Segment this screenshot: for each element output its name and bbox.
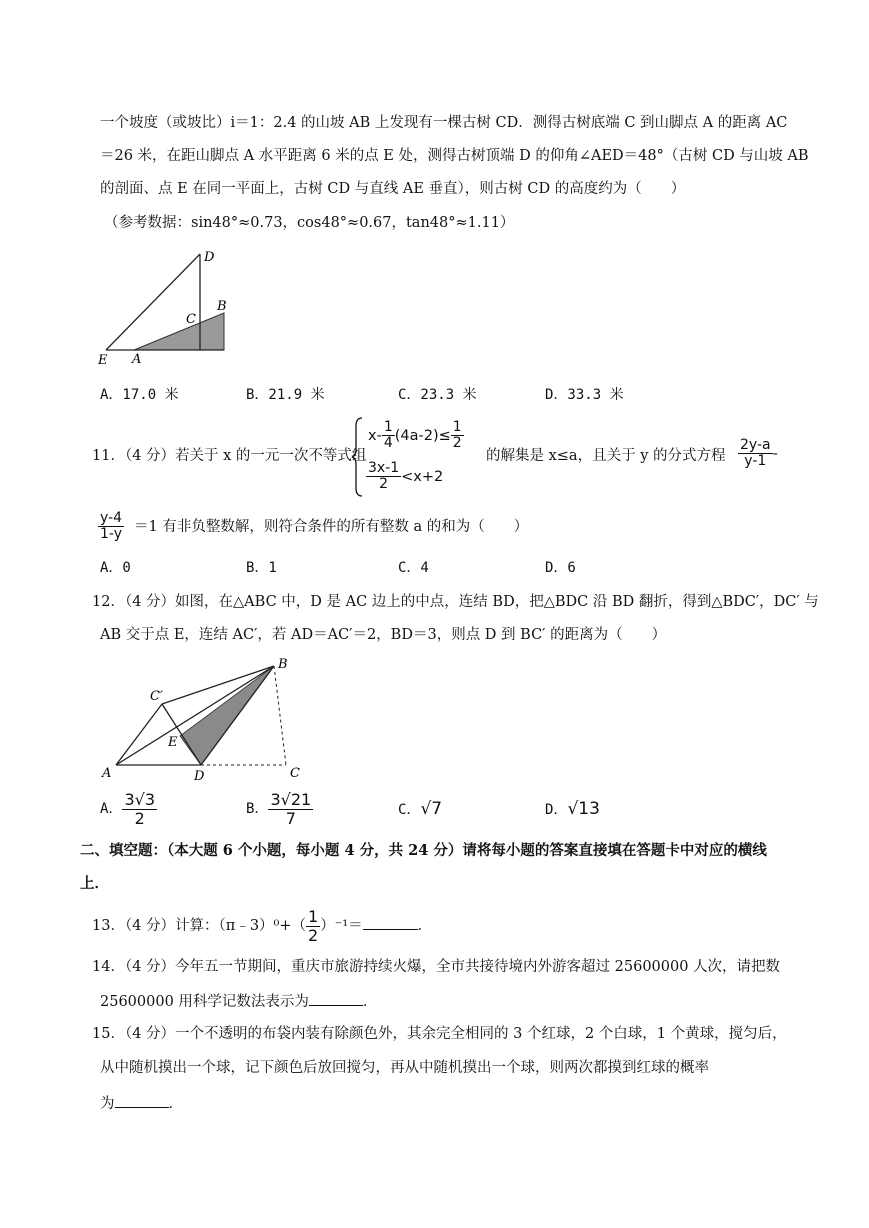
q13-suffix: ）⁻¹＝ [320,918,363,935]
q11-ineq1-frac [382,420,395,452]
q12-option-d-value: √13 [567,799,600,819]
q11-option-a: A．0 [100,560,131,576]
q11-middle-text: 的解集是 x≤a，且关于 y 的分式方程 [486,448,726,464]
q12-option-a-num: 3√3 [124,790,155,809]
q10-text-line-3: 的剖面、点 E 在同一平面上，古树 CD 与直线 AE 垂直），则古树 CD 的高度约为（ ） [100,181,686,197]
q12-triangle-figure [96,654,316,784]
q15-end: ． [168,1096,183,1112]
q12-text-line-1: 12．（4 分）如图，在△ABC 中，D 是 AC 边上的中点，连结 BD，把△BDC 沿 BD 翻折，得到△BDC′，DC′ 与 [92,594,819,610]
label-E: E [98,353,108,368]
q11-ineq1-lhs: x- [368,427,382,444]
q12-option-a [100,791,157,827]
label-B: B [217,299,227,314]
q12-text-line-2: AB 交于点 E，连结 AC′，若 AD＝AC′＝2，BD＝3，则点 D 到 BC′ 的距离为（ ） [100,627,667,643]
q10-text-line-1: 一个坡度（或坡比）i＝1：2.4 的山坡 AB 上发现有一棵古树 CD．测得古树底端 C 到山脚点 A 的距离 AC [100,115,788,131]
q11-ineq1-rhs [451,420,464,452]
q12-option-a-frac [122,791,157,827]
q11-eq-frac2-den: 1-y [100,526,122,543]
segment-BC-dashed [274,666,286,765]
q11-system-brace [350,416,364,498]
q10-slope-figure [96,246,246,370]
label-B: B [278,657,288,672]
q13-line [92,908,432,944]
q15-line-3 [100,1095,183,1112]
q15-answer-blank[interactable] [115,1095,169,1108]
label-D: D [194,769,205,784]
q11-ineq1-rhs-den: 2 [452,435,462,452]
q14-text-line-2: 25600000 用科学记数法表示为 [100,994,309,1010]
label-D: D [204,250,215,265]
slope-triangle [134,313,224,350]
q11-eq-frac2 [98,511,124,543]
q11-option-d: D．6 [545,560,576,576]
q11-ineq1-frac-den: 4 [383,435,393,452]
q11-option-c: C．4 [398,560,429,576]
q11-eq-frac2-num: y-4 [100,510,122,526]
q11-suffix: ＝1 有非负整数解，则符合条件的所有整数 a 的和为（ ） [134,519,529,535]
q12-option-b-num: 3√21 [270,790,312,809]
segment-AC1 [116,704,162,765]
q12-option-b-den: 7 [285,808,296,828]
label-C: C [186,312,196,327]
q11-ineq1-frac-num: 1 [383,419,393,435]
q12-option-c-value: √7 [420,799,443,819]
q14-end: ． [362,994,378,1010]
label-A: A [132,352,142,367]
q11-ineq1-rhs-num: 1 [452,419,462,435]
q13-frac-den: 2 [308,925,319,945]
q11-ineq2-rhs: <x+2 [401,468,444,485]
q10-option-b: B．21.9 米 [246,387,325,403]
label-E: E [168,735,178,750]
q13-fraction [306,908,320,944]
q11-inequality-1 [368,420,464,452]
q15-text-line-3: 为 [100,1096,115,1112]
q12-option-c [398,801,442,818]
q10-reference-data: （参考数据：sin48°≈0.73，cos48°≈0.67，tan48°≈1.11） [104,215,515,231]
label-C-prime: C′ [150,689,163,704]
q10-option-d: D．33.3 米 [545,387,624,403]
q10-option-a: A．17.0 米 [100,387,179,403]
q13-answer-blank[interactable] [363,917,418,930]
label-A: A [102,766,112,781]
q10-text-line-2: ＝26 米，在距山脚点 A 水平距离 6 米的点 E 处，测得古树顶端 D 的仰角∠AED＝48°（古树 CD 与山坡 AB [100,148,809,164]
q12-option-a-label: A． [100,801,123,818]
q11-option-b: B．1 [246,560,277,576]
q12-option-b-frac [268,791,313,827]
q12-option-d [545,801,600,818]
q11-ineq2-frac-num: 3x-1 [368,460,400,476]
q13-end: ． [417,918,433,935]
q14-text-line-1: 14．（4 分）今年五一节期间，重庆市旅游持续火爆，全市共接待境内外游客超过 25600000 人次，请把数 [92,959,781,975]
q11-eq-frac1 [738,438,773,470]
q12-option-c-label: C． [398,802,421,818]
q15-text-line-1: 15．（4 分）一个不透明的布袋内装有除颜色外，其余完全相同的 3 个红球，2 个白球，1 个黄球，搅匀后， [92,1026,787,1042]
q11-prefix: 11．（4 分）若关于 x 的一元一次不等式组 [92,448,367,464]
q11-inequality-2 [366,461,443,493]
q13-prefix: 13．（4 分）计算：（π﹣3）⁰+（ [92,918,307,935]
q11-equation-frac-1 [738,438,778,470]
q11-equation-frac-2 [98,511,124,543]
q11-ineq2-frac-den: 2 [379,476,389,493]
q11-ineq2-frac [366,461,401,493]
q12-option-b [246,791,313,827]
label-C: C [290,766,300,781]
section-2-heading-line-1: 二、填空题：（本大题 6 个小题，每小题 4 分，共 24 分）请将每小题的答案直接填在答题卡中对应的横线 [80,842,767,859]
q11-eq-frac1-num: 2y-a [740,437,771,453]
q10-option-c: C．23.3 米 [398,387,477,403]
q12-option-b-label: B． [246,801,269,818]
section-2-heading-line-2: 上． [80,875,109,892]
q15-text-line-2: 从中随机摸出一个球，记下颜色后放回搅匀，再从中随机摸出一个球，则两次都摸到红球的概率 [100,1060,709,1076]
q11-eq-frac1-den: y-1 [744,453,767,470]
q12-option-d-label: D． [545,802,568,818]
q14-line-2 [100,993,377,1010]
q11-eq-minus: - [772,445,778,462]
q12-option-a-den: 2 [134,808,145,828]
q13-frac-num: 1 [308,907,319,926]
q11-ineq1-mid: (4a-2)≤ [394,427,451,444]
q14-answer-blank[interactable] [309,993,363,1006]
